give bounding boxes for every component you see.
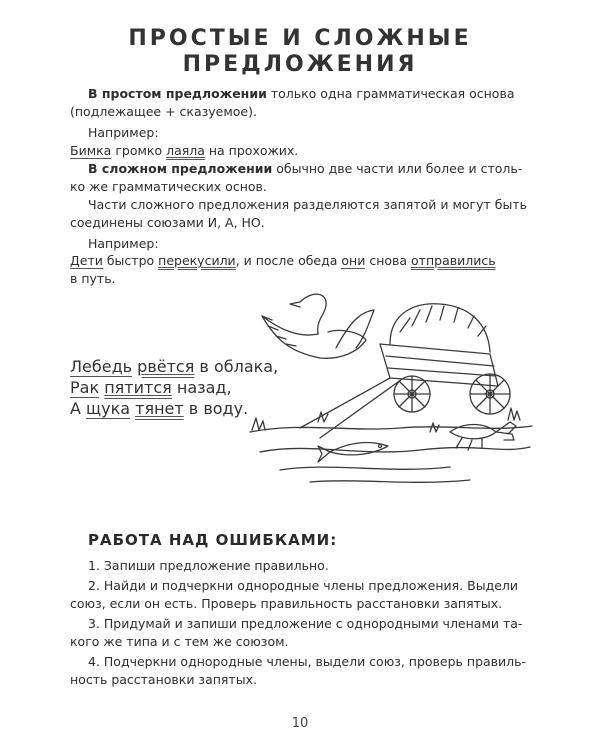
example-sentence-2-line-2: в путь. [70, 271, 116, 286]
rule-complex-sentence [88, 160, 522, 177]
page-title-line-2: ПРЕДЛОЖЕНИЯ [182, 52, 418, 77]
rule-comma-line-2: соединены союзами И, А, НО. [70, 215, 265, 230]
example-label-2: Например: [88, 236, 159, 251]
task-3-line-1: 3. Придумай и запиши предложение с однородными членами та- [88, 616, 523, 631]
page-title-line-1: ПРОСТЫЕ И СЛОЖНЫЕ [128, 26, 472, 51]
rule-simple-text: только одна грамматическая основа [266, 86, 515, 101]
example-text: на прохожих. [204, 143, 299, 158]
rule-comma-line-1: Части сложного предложения разделяются запятой и могут быть [88, 197, 527, 212]
rule-simple-sentence [88, 85, 514, 102]
predicate-underline: перекусили [158, 253, 236, 268]
subject-underline: Дети [70, 253, 103, 268]
subject-underline: Лебедь [70, 357, 133, 376]
predicate-underline: пятится [104, 378, 172, 397]
subject-underline: щука [86, 399, 131, 418]
poem-line-2 [70, 377, 232, 398]
task-4-line-1: 4. Подчеркни однородные члены, выдели союз, проверь правиль- [88, 654, 527, 669]
example-sentence-2 [70, 252, 496, 269]
page-number: 10 [291, 716, 309, 731]
task-3-line-2: кого же типа и с тем же союзом. [70, 634, 289, 649]
poem-text: в облака, [194, 357, 279, 376]
subject-underline: они [341, 253, 366, 268]
rule-complex-line-2: ко же грамматических основ. [70, 179, 267, 194]
poem-text: в воду. [183, 399, 249, 418]
rule-simple-bold: В простом предложении [88, 86, 267, 101]
example-text: громко [111, 143, 167, 158]
predicate-underline: лаяла [166, 143, 205, 158]
rule-complex-text: обычно две части или более и столь- [272, 161, 523, 176]
predicate-underline: тянет [135, 399, 184, 418]
rule-simple-line-2: (подлежащее + сказуемое). [70, 104, 257, 119]
poem-text: А [70, 399, 87, 418]
example-text: снова [365, 253, 412, 268]
predicate-underline: рвётся [137, 357, 195, 376]
example-text: быстро [102, 253, 159, 268]
poem-line-3 [70, 398, 248, 419]
predicate-underline: отправились [411, 253, 496, 268]
task-4-line-2: ность расстановки запятых. [70, 672, 257, 687]
subject-underline: Рак [70, 378, 100, 397]
task-1: 1. Запиши предложение правильно. [88, 558, 329, 573]
example-label-1: Например: [88, 125, 159, 140]
subject-underline: Бимка [70, 143, 112, 158]
poem-text: назад, [171, 378, 232, 397]
example-text: , и после обеда [235, 253, 342, 268]
task-2-line-2: союз, если он есть. Проверь правильность расстановки запятых. [70, 596, 503, 611]
example-sentence-1 [70, 142, 298, 159]
task-2-line-1: 2. Найди и подчеркни однородные члены предложения. Выдели [88, 578, 519, 593]
swan-crayfish-pike-cart-icon [240, 282, 540, 492]
section-title: РАБОТА НАД ОШИБКАМИ: [88, 531, 338, 549]
rule-complex-bold: В сложном предложении [88, 161, 273, 176]
